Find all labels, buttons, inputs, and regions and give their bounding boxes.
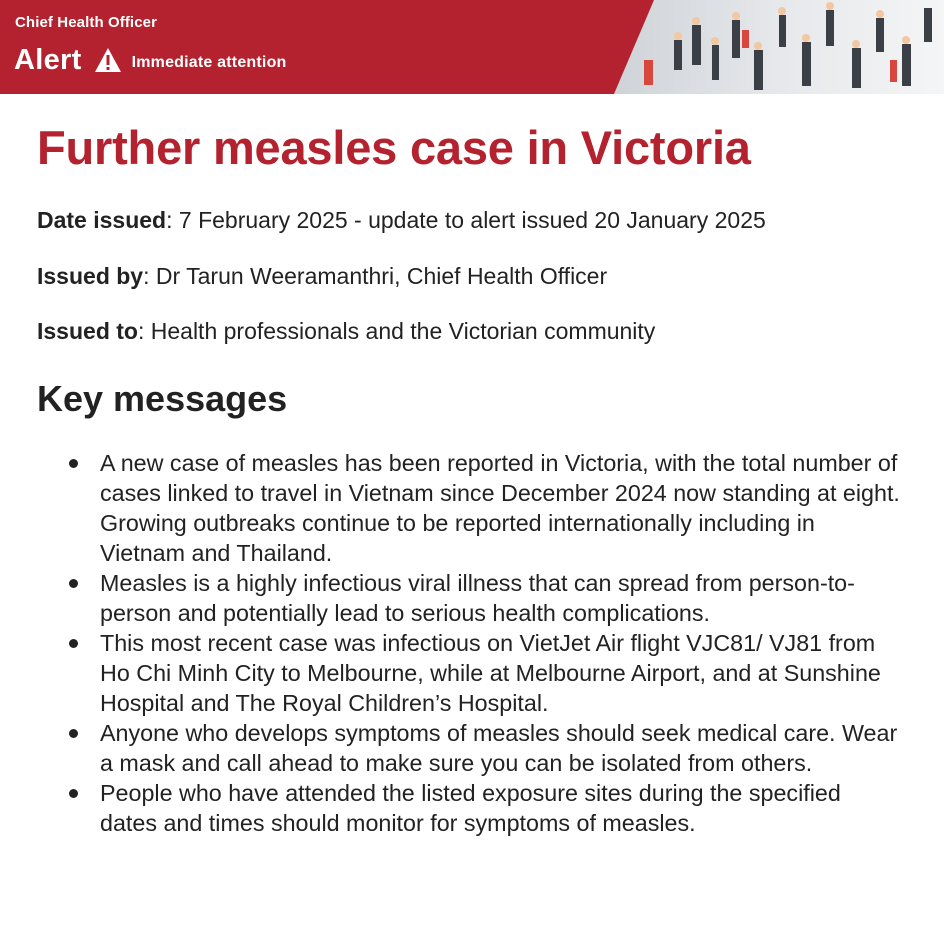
page-title: Further measles case in Victoria — [37, 121, 751, 174]
list-item-text: People who have attended the listed exposure sites during the specified dates and times should monitor for symptoms of measles. — [100, 780, 841, 836]
meta-value: : Health professionals and the Victorian community — [137, 318, 656, 344]
banner-alert-label: Alert — [14, 43, 82, 76]
meta-issued-by — [37, 263, 607, 290]
list-item — [100, 568, 900, 628]
list-item — [100, 628, 900, 718]
key-messages-heading: Key messages — [37, 378, 288, 419]
warning-icon — [94, 47, 122, 73]
meta-label: Date issued — [37, 207, 167, 233]
banner-org: Chief Health Officer — [15, 14, 158, 31]
meta-label: Issued by — [37, 263, 144, 289]
list-item-text: Measles is a highly infectious viral illness that can spread from person-to-person and potentially lead to serious health complications. — [100, 570, 855, 626]
meta-label: Issued to — [37, 318, 138, 344]
bullet-icon — [69, 789, 78, 798]
list-item-text: A new case of measles has been reported in Victoria, with the total number of cases linked to travel in Vietnam since December 2024 now standing at eight. Growing outbreaks continue to be reported internationally including in Vietnam and Thailand. — [100, 450, 900, 566]
bullet-icon — [69, 729, 78, 738]
bullet-icon — [69, 579, 78, 588]
meta-value: : 7 February 2025 - update to alert issued 20 January 2025 — [166, 207, 766, 233]
list-item — [100, 718, 900, 778]
bullet-icon — [69, 459, 78, 468]
bullet-icon — [69, 639, 78, 648]
list-item — [100, 778, 900, 838]
alert-banner — [0, 0, 944, 94]
meta-value: : Dr Tarun Weeramanthri, Chief Health Officer — [143, 263, 608, 289]
meta-date-issued — [37, 207, 766, 234]
banner-subtitle: Immediate attention — [131, 54, 287, 71]
list-item — [100, 448, 900, 568]
list-item-text: This most recent case was infectious on VietJet Air flight VJC81/ VJ81 from Ho Chi Minh City to Melbourne, while at Melbourne Airport, and at Sunshine Hospital and The Royal Children’s Hospital. — [100, 630, 881, 716]
crowd-photo — [614, 0, 944, 94]
list-item-text: Anyone who develops symptoms of measles should seek medical care. Wear a mask and call ahead to make sure you can be isolated from others. — [100, 720, 898, 776]
meta-issued-to — [37, 318, 655, 345]
banner-alert-row — [14, 42, 287, 78]
key-messages-list — [100, 448, 900, 838]
